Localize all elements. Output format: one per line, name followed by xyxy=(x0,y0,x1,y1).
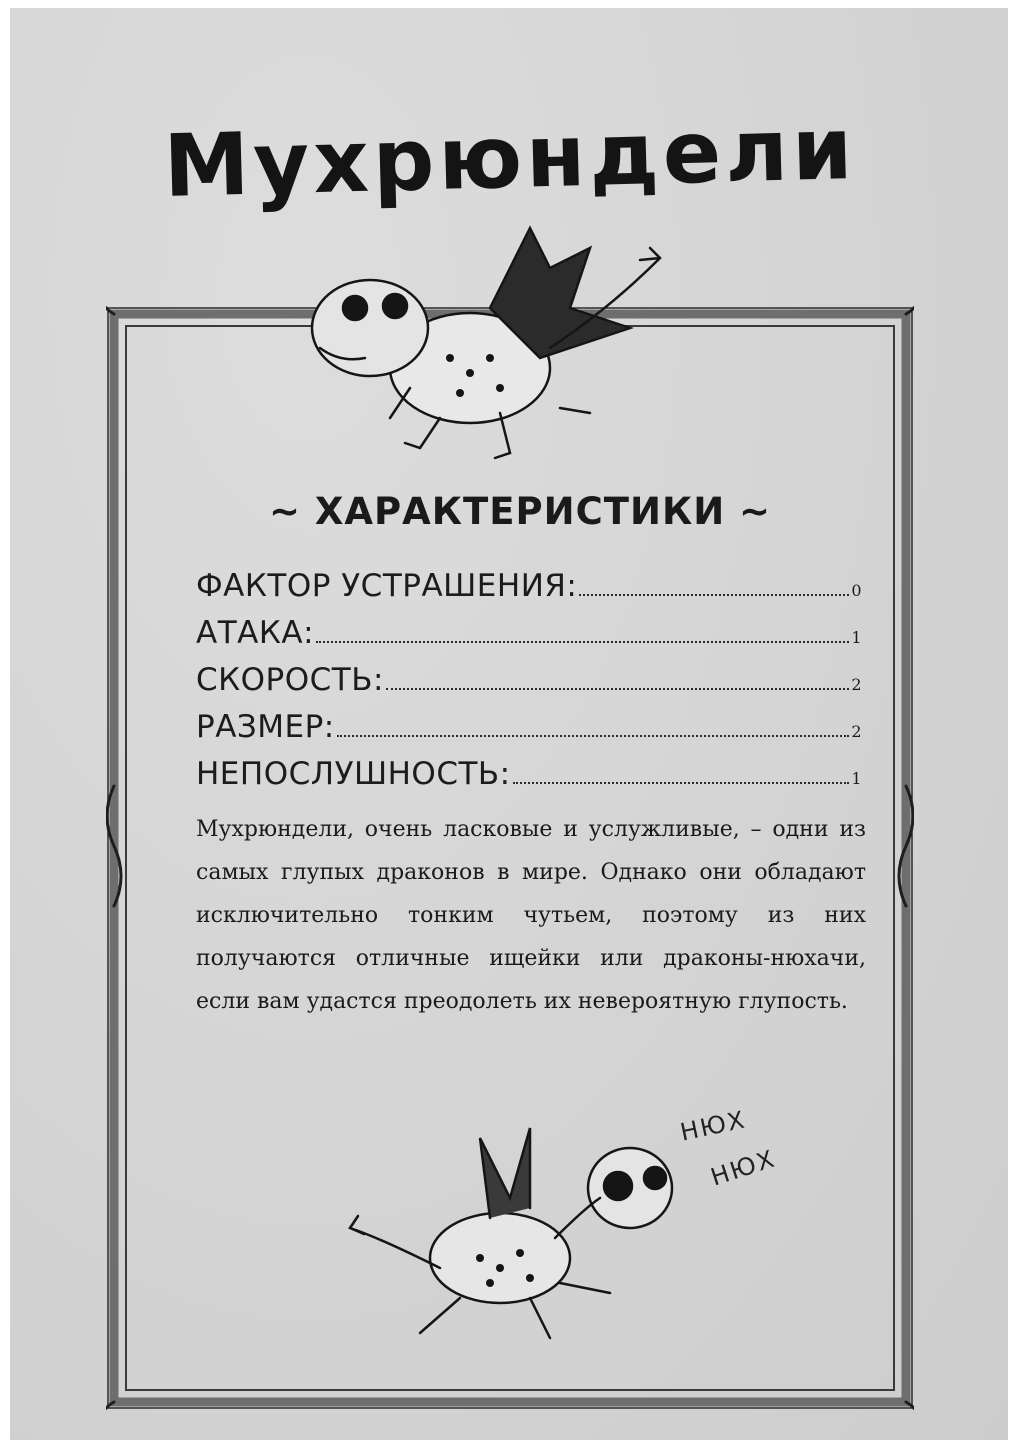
stat-row xyxy=(196,756,862,803)
book-page xyxy=(10,8,1008,1440)
page-title: Мухрюндели xyxy=(162,98,858,218)
stat-row xyxy=(196,615,862,662)
leader-dots xyxy=(386,687,849,690)
stats-list xyxy=(196,568,862,803)
sniff-text: НЮХ xyxy=(707,1144,780,1192)
stat-label: СКОРОСТЬ: xyxy=(196,662,384,698)
leader-dots xyxy=(513,781,850,784)
leader-dots xyxy=(337,734,850,737)
stat-value: 1 xyxy=(851,628,862,647)
stat-value: 2 xyxy=(851,722,862,741)
leader-dots xyxy=(316,640,849,643)
characteristics-heading: ~ ХАРАКТЕРИСТИКИ ~ xyxy=(268,490,772,533)
leader-dots xyxy=(579,593,849,596)
dragon-sniffing-illustration xyxy=(340,1068,700,1368)
stat-row xyxy=(196,662,862,709)
stat-row xyxy=(196,568,862,615)
stat-value: 2 xyxy=(851,675,862,694)
dragon-description: Мухрюндели, очень ласковые и услужливые, – одни из самых глупых драконов в мире. Однако они обладают исключительно тонким чутьем, поэтому из них получаются отличные ищейки или драконы-нюхачи, если вам удастся преодолеть их невероятную глупость. xyxy=(196,817,866,1014)
stat-row xyxy=(196,709,862,756)
stat-label: НЕПОСЛУШНОСТЬ: xyxy=(196,756,511,792)
stat-label: РАЗМЕР: xyxy=(196,709,335,745)
stat-value: 1 xyxy=(851,769,862,788)
stat-label: АТАКА: xyxy=(196,615,315,651)
sniff-text: НЮХ xyxy=(677,1105,749,1147)
dragon-flying-illustration xyxy=(260,198,680,478)
stat-value: 0 xyxy=(851,581,862,600)
stat-label: ФАКТОР УСТРАШЕНИЯ: xyxy=(196,568,578,604)
